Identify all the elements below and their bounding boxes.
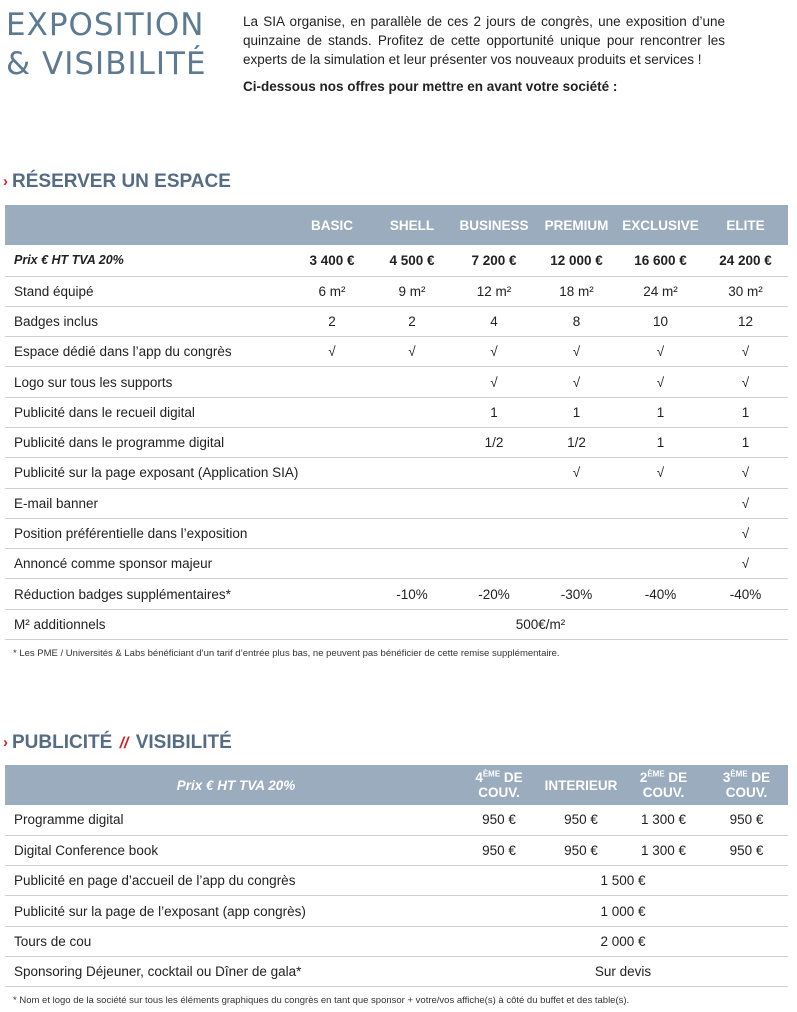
pub-row-cell: 1 300 € [622,835,705,865]
space-row-cell: 6 m² [293,276,371,306]
space-price-row [5,245,788,276]
space-row-cell [293,518,371,548]
pub-column-header-pre: 3 [722,770,731,785]
space-row-cell: 1 [618,427,703,457]
space-row-cell: -20% [453,579,535,609]
space-price-cell: 3 400 € [293,245,371,276]
space-row-cell: 1/2 [453,427,535,457]
pub-column-header-line2: COUV. [478,785,520,800]
space-row-cell [371,458,453,488]
space-row-cell [293,549,371,579]
pub-row-label: Digital Conference book [5,835,458,865]
space-row-cell [371,427,453,457]
space-table-row [5,337,788,367]
pub-table-row [5,896,788,926]
space-row-cell: √ [453,337,535,367]
pub-table-row [5,805,788,835]
pub-column-header [705,765,788,805]
pub-row-label: Publicité en page d’accueil de l’app du congrès [5,866,458,896]
pub-row-merged-cell: 1 000 € [458,896,788,926]
pub-price-label: Prix € HT TVA 20% [176,777,296,793]
space-table-row [5,276,788,306]
space-row-cell [371,488,453,518]
space-row-cell [293,397,371,427]
space-row-label: Publicité dans le recueil digital [5,397,293,427]
pub-footnote: * Nom et logo de la société sur tous les éléments graphiques du congrès en tant que sponsor + votre/vos affiche(s) à côté du buffet et des table(s). [13,995,630,1006]
title-line-2: & VISIBILITÉ [6,46,207,82]
pub-column-header-line1 [458,770,540,785]
space-row-cell: 1 [703,397,788,427]
space-row-cell [371,549,453,579]
space-row-cell: √ [703,367,788,397]
space-row-cell: 30 m² [703,276,788,306]
pub-row-cell: 1 300 € [622,805,705,835]
space-row-cell [453,458,535,488]
space-price-cell: 7 200 € [453,245,535,276]
space-row-cell [293,579,371,609]
space-row-cell [453,518,535,548]
space-footnote: * Les PME / Universités & Labs bénéficiant d’un tarif d’entrée plus bas, ne peuvent pas bénéficier de cette remise supplémentaire. [13,648,560,659]
space-row-cell: 1 [453,397,535,427]
section-title-pub-part1: PUBLICITÉ [12,732,113,753]
space-row-cell: 1 [703,427,788,457]
pub-column-header-line1 [705,770,788,785]
space-row-cell: √ [453,367,535,397]
space-price-cell: 16 600 € [618,245,703,276]
space-row-cell: √ [535,367,618,397]
space-row-cell [618,549,703,579]
space-row-cell: -40% [703,579,788,609]
pub-column-header [622,765,705,805]
chevron-right-icon: › [3,734,8,751]
space-row-cell: 1 [618,397,703,427]
pub-column-header [458,765,540,805]
pub-column-header-post: DE [500,770,523,785]
pub-row-merged-cell: 1 500 € [458,866,788,896]
space-header-empty [5,205,293,245]
title-line-1: EXPOSITION [6,7,205,43]
space-row-cell: 12 m² [453,276,535,306]
space-row-cell: 24 m² [618,276,703,306]
space-row-cell: √ [535,337,618,367]
pub-column-header-pre: INTERIEUR [544,777,618,793]
space-column-header: ELITE [726,217,765,233]
pub-row-label: Sponsoring Déjeuner, cocktail ou Dîner de gala* [5,956,458,986]
space-row-cell: 10 [618,306,703,336]
space-column-header: EXCLUSIVE [622,217,699,233]
section-slash: // [119,735,129,752]
pub-row-label: Publicité sur la page de l’exposant (app congrès) [5,896,458,926]
space-row-cell: 1 [535,397,618,427]
space-row-label: Réduction badges supplémentaires* [5,579,293,609]
space-row-cell [293,488,371,518]
space-row-cell: √ [618,458,703,488]
space-row-label: Espace dédié dans l’app du congrès [5,337,293,367]
pub-column-header-pre: 4 [475,770,483,785]
space-row-cell: 18 m² [535,276,618,306]
space-row-label: Annoncé comme sponsor majeur [5,549,293,579]
section-title-space-text: RÉSERVER UN ESPACE [12,171,231,192]
space-table-row [5,549,788,579]
section-title-space [3,170,231,194]
space-row-label: Logo sur tous les supports [5,367,293,397]
pub-table-row [5,926,788,956]
space-row-cell: -40% [618,579,703,609]
space-table-row [5,488,788,518]
space-row-cell: 4 [453,306,535,336]
space-row-cell: 9 m² [371,276,453,306]
space-row-cell: √ [703,458,788,488]
pub-table-row [5,956,788,986]
space-column-header: BUSINESS [459,217,529,233]
pub-row-cell: 950 € [458,805,540,835]
space-table-row [5,579,788,609]
pub-column-header-line2: COUV. [725,785,768,800]
space-column-header: BASIC [310,217,353,233]
space-table-row [5,427,788,457]
pub-column-header-pre: 2 [639,770,648,785]
space-row-label: Publicité sur la page exposant (Application SIA) [5,458,293,488]
space-price-cell: 4 500 € [371,245,453,276]
space-row-cell [293,458,371,488]
pub-row-cell: 950 € [458,835,540,865]
space-row-cell: 2 [371,306,453,336]
space-row-cell [371,518,453,548]
space-extra-label: M² additionnels [5,609,293,639]
space-row-cell: √ [703,549,788,579]
pub-row-cell: 950 € [705,805,788,835]
space-row-cell [293,427,371,457]
space-row-cell: 2 [293,306,371,336]
space-table-row [5,458,788,488]
space-row-cell: -30% [535,579,618,609]
page-title [6,6,207,84]
space-row-cell: 8 [535,306,618,336]
space-header-row [5,205,788,245]
space-table-row [5,306,788,336]
pub-row-label: Tours de cou [5,926,458,956]
space-row-cell [535,518,618,548]
space-row-cell [371,397,453,427]
pub-column-header-line1 [540,778,622,793]
space-price-label: Prix € HT TVA 20% [5,245,293,276]
space-price-cell: 24 200 € [703,245,788,276]
pub-row-label: Programme digital [5,805,458,835]
space-table-row [5,397,788,427]
pub-column-header-sup: ÈME [482,769,501,779]
pub-column-header [540,765,622,805]
pub-row-merged-cell: 2 000 € [458,926,788,956]
section-title-pub [3,731,232,756]
space-extra-row [5,609,788,639]
pub-table-row [5,835,788,865]
space-row-cell [453,488,535,518]
space-row-cell: √ [703,488,788,518]
space-row-cell [535,549,618,579]
pub-column-header-sup: ÈME [730,769,748,779]
space-table-row [5,518,788,548]
space-row-label: Publicité dans le programme digital [5,427,293,457]
pub-column-header-post: DE [747,770,771,785]
chevron-right-icon: › [3,173,8,190]
intro-block [243,12,725,96]
space-row-label: Position préférentielle dans l’exposition [5,518,293,548]
pub-row-cell: 950 € [540,805,622,835]
space-row-cell [293,367,371,397]
pub-column-header-line2: COUV. [642,785,685,800]
space-row-cell: √ [618,337,703,367]
space-row-cell: √ [703,337,788,367]
pub-row-merged-cell: Sur devis [458,956,788,986]
section-title-pub-part2: VISIBILITÉ [135,732,232,753]
space-row-label: E-mail banner [5,488,293,518]
pub-table-row [5,866,788,896]
pub-header-row [5,765,788,805]
pub-column-header-line1 [622,770,705,785]
space-column-header: PREMIUM [544,217,609,233]
space-row-cell [371,367,453,397]
space-row-cell: 12 [703,306,788,336]
space-row-cell [618,518,703,548]
intro-lead: Ci-dessous nos offres pour mettre en avant votre société : [243,79,618,94]
space-row-cell: -10% [371,579,453,609]
space-table-row [5,367,788,397]
space-row-label: Badges inclus [5,306,293,336]
space-row-cell: √ [535,458,618,488]
space-row-cell [535,488,618,518]
space-row-cell: √ [618,367,703,397]
space-offers-table [5,205,788,640]
space-row-cell [618,488,703,518]
space-extra-value: 500€/m² [293,609,788,639]
intro-text: La SIA organise, en parallèle de ces 2 jours de congrès, une exposition d’une quinzaine de stands. Profitez de cette opportunité unique pour rencontrer les experts de la simulation et leur présenter vos nouveaux produits et services ! [243,14,725,67]
space-row-cell: √ [371,337,453,367]
pub-row-cell: 950 € [540,835,622,865]
space-row-cell [453,549,535,579]
space-row-label: Stand équipé [5,276,293,306]
space-row-cell: 1/2 [535,427,618,457]
pub-column-header-sup: ÈME [647,769,665,779]
space-price-cell: 12 000 € [535,245,618,276]
space-row-cell: √ [293,337,371,367]
pub-row-cell: 950 € [705,835,788,865]
pub-column-header-post: DE [664,770,688,785]
pub-offers-table [5,765,788,987]
space-column-header: SHELL [389,217,435,233]
space-row-cell: √ [703,518,788,548]
